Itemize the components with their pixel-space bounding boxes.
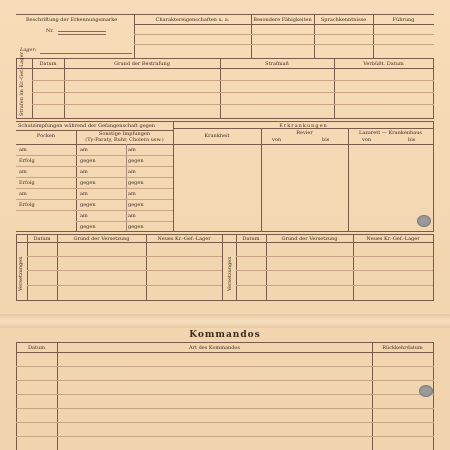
impf-sonstige-detail: (Ty-Paraty, Ruhr, Cholera usw.)	[85, 137, 164, 143]
nr-line-2	[58, 34, 106, 35]
kom-row	[16, 380, 434, 381]
lager-line	[40, 53, 132, 54]
erk-revier-bis: bis	[322, 137, 330, 143]
vers-div-1	[57, 234, 58, 300]
impf-top-line	[16, 121, 434, 122]
impf-cell: am	[128, 213, 136, 219]
impf-cell: am	[128, 169, 136, 175]
kom-row	[16, 408, 434, 409]
label-beschriftung: Beschriftung der Erkennungsmarke	[26, 17, 118, 23]
vers-side-label-right: Versetzungen	[227, 256, 233, 291]
erk-krankheit: Krankheit	[204, 133, 230, 139]
strafen-right	[433, 58, 434, 118]
impf-cell: gegen	[128, 180, 144, 186]
impf-cell: am	[80, 147, 88, 153]
vers-grund-right: Grund der Versetzung	[281, 236, 338, 242]
label-charakter: Charaktereigenschaften u. a.	[155, 17, 230, 23]
erk-right	[433, 121, 434, 231]
kom-art: Art des Kommandos	[189, 345, 240, 351]
erk-heading: Erkrankungen	[279, 123, 328, 129]
strafen-bottom-line	[16, 118, 434, 119]
kom-left	[16, 342, 17, 450]
page-fold	[0, 314, 450, 328]
vers-top-line	[16, 234, 434, 235]
strafen-div-1	[64, 58, 65, 118]
vers-row	[236, 256, 433, 257]
impf-cell: Erfolg	[19, 180, 35, 186]
impf-cell: gegen	[128, 158, 144, 164]
label-fuehrung: Führung	[392, 17, 415, 23]
impf-cell: gegen	[80, 224, 96, 230]
label-lager: Lager:	[20, 47, 37, 53]
vers-row	[236, 285, 433, 286]
vers-datum-left: Datum	[33, 236, 51, 242]
vers-mid-1	[222, 234, 223, 300]
vers-row	[236, 270, 433, 271]
strafen-div-2	[220, 58, 221, 118]
impf-heading: Schutzimpfungen während der Gefangenschaft gegen	[18, 123, 156, 129]
vers-div-4	[353, 234, 354, 300]
kom-datum: Datum	[28, 345, 45, 351]
punch-hole-lower	[419, 385, 433, 397]
impf-header-bottom	[16, 144, 434, 145]
vers-row	[27, 256, 222, 257]
impf-row-line	[16, 199, 173, 200]
vers-left	[16, 234, 17, 300]
label-sprach: Sprachkenntnisse	[320, 17, 367, 23]
vers-row	[27, 285, 222, 286]
impf-cell: am	[80, 213, 88, 219]
impf-cell: am	[128, 191, 136, 197]
strafen-datum: Datum	[39, 61, 57, 67]
strafen-left	[16, 58, 17, 118]
kommandos-title: Kommandos	[189, 330, 261, 340]
kom-rueckkehr: Rückkehrdatum	[382, 345, 423, 351]
erk-lazarett: Lazarett — Krankenhaus	[359, 130, 422, 136]
strafen-verbuesst: Verbüßt. Datum	[363, 61, 404, 67]
kom-row	[16, 366, 434, 367]
strafen-side-divider	[32, 58, 33, 118]
strafen-top-line	[16, 58, 434, 59]
strafen-row-2	[32, 92, 434, 93]
impf-cell: Erfolg	[19, 202, 35, 208]
vers-datum-right: Datum	[242, 236, 260, 242]
impf-cell: gegen	[128, 224, 144, 230]
impf-sonstige: Sonstige Impfungen	[98, 131, 151, 137]
impf-cell: am	[19, 191, 27, 197]
kom-div-2	[372, 342, 373, 450]
header-sub-line	[134, 24, 434, 25]
impf-div-1	[76, 130, 77, 231]
impf-row-line	[16, 188, 173, 189]
impf-pocken: Pocken	[36, 133, 56, 139]
vers-header-line	[16, 242, 434, 243]
impf-cell: gegen	[80, 202, 96, 208]
label-faehigkeiten: Besondere Fähigkeiten	[253, 17, 312, 23]
strafen-row-1	[32, 80, 434, 81]
impf-cell: am	[80, 191, 88, 197]
header-top-line	[16, 14, 434, 15]
impf-cell: am	[128, 147, 136, 153]
nr-line-1	[58, 31, 106, 32]
kom-row	[16, 394, 434, 395]
impf-cell: gegen	[80, 180, 96, 186]
impf-cell: am	[19, 147, 27, 153]
punch-hole-upper	[417, 215, 431, 227]
erk-div-2	[348, 128, 349, 231]
strafen-row-3	[32, 104, 434, 105]
erk-revier: Revier	[296, 130, 313, 136]
impf-cell: gegen	[128, 202, 144, 208]
header-row-1	[134, 34, 434, 35]
strafen-strafmass: Strafmaß	[265, 61, 289, 67]
impf-row-line	[16, 210, 173, 211]
strafen-header-line	[16, 68, 434, 69]
header-row-2	[134, 44, 434, 45]
impf-row-line	[16, 166, 173, 167]
impf-cell: am	[19, 169, 27, 175]
kom-right	[433, 342, 434, 450]
erk-lazarett-von: von	[362, 137, 372, 143]
impf-cell: am	[80, 169, 88, 175]
impf-cell: Erfolg	[19, 158, 35, 164]
vers-right	[433, 234, 434, 300]
erk-div-1	[261, 128, 262, 231]
vers-neues-right: Neues Kr.-Gef.-Lager	[366, 236, 420, 242]
erk-revier-von: von	[272, 137, 282, 143]
vers-div-3	[266, 234, 267, 300]
impf-row-line	[16, 177, 173, 178]
strafen-div-3	[334, 58, 335, 118]
vers-div-2	[146, 234, 147, 300]
vers-side-div-2	[236, 234, 237, 300]
impf-row-line	[76, 221, 173, 222]
kom-row	[16, 436, 434, 437]
vers-side-label-left: Versetzungen	[18, 256, 24, 291]
strafen-grund: Grund der Bestrafung	[114, 61, 170, 67]
vers-side-div-1	[27, 234, 28, 300]
impf-row-line	[16, 155, 173, 156]
erk-lazarett-bis: bis	[408, 137, 416, 143]
impf-cell: gegen	[80, 158, 96, 164]
impf-bottom-line	[16, 231, 434, 232]
vers-bottom-line	[16, 300, 434, 301]
strafen-side-label: Strafen im Kr.-Gef.-Lager	[19, 52, 25, 116]
kom-div-1	[57, 342, 58, 450]
vers-row	[27, 270, 222, 271]
vers-grund-left: Grund der Versetzung	[73, 236, 130, 242]
label-nr: Nr.	[46, 28, 54, 34]
kom-row	[16, 422, 434, 423]
vers-neues-left: Neues Kr.-Gef.-Lager	[157, 236, 211, 242]
